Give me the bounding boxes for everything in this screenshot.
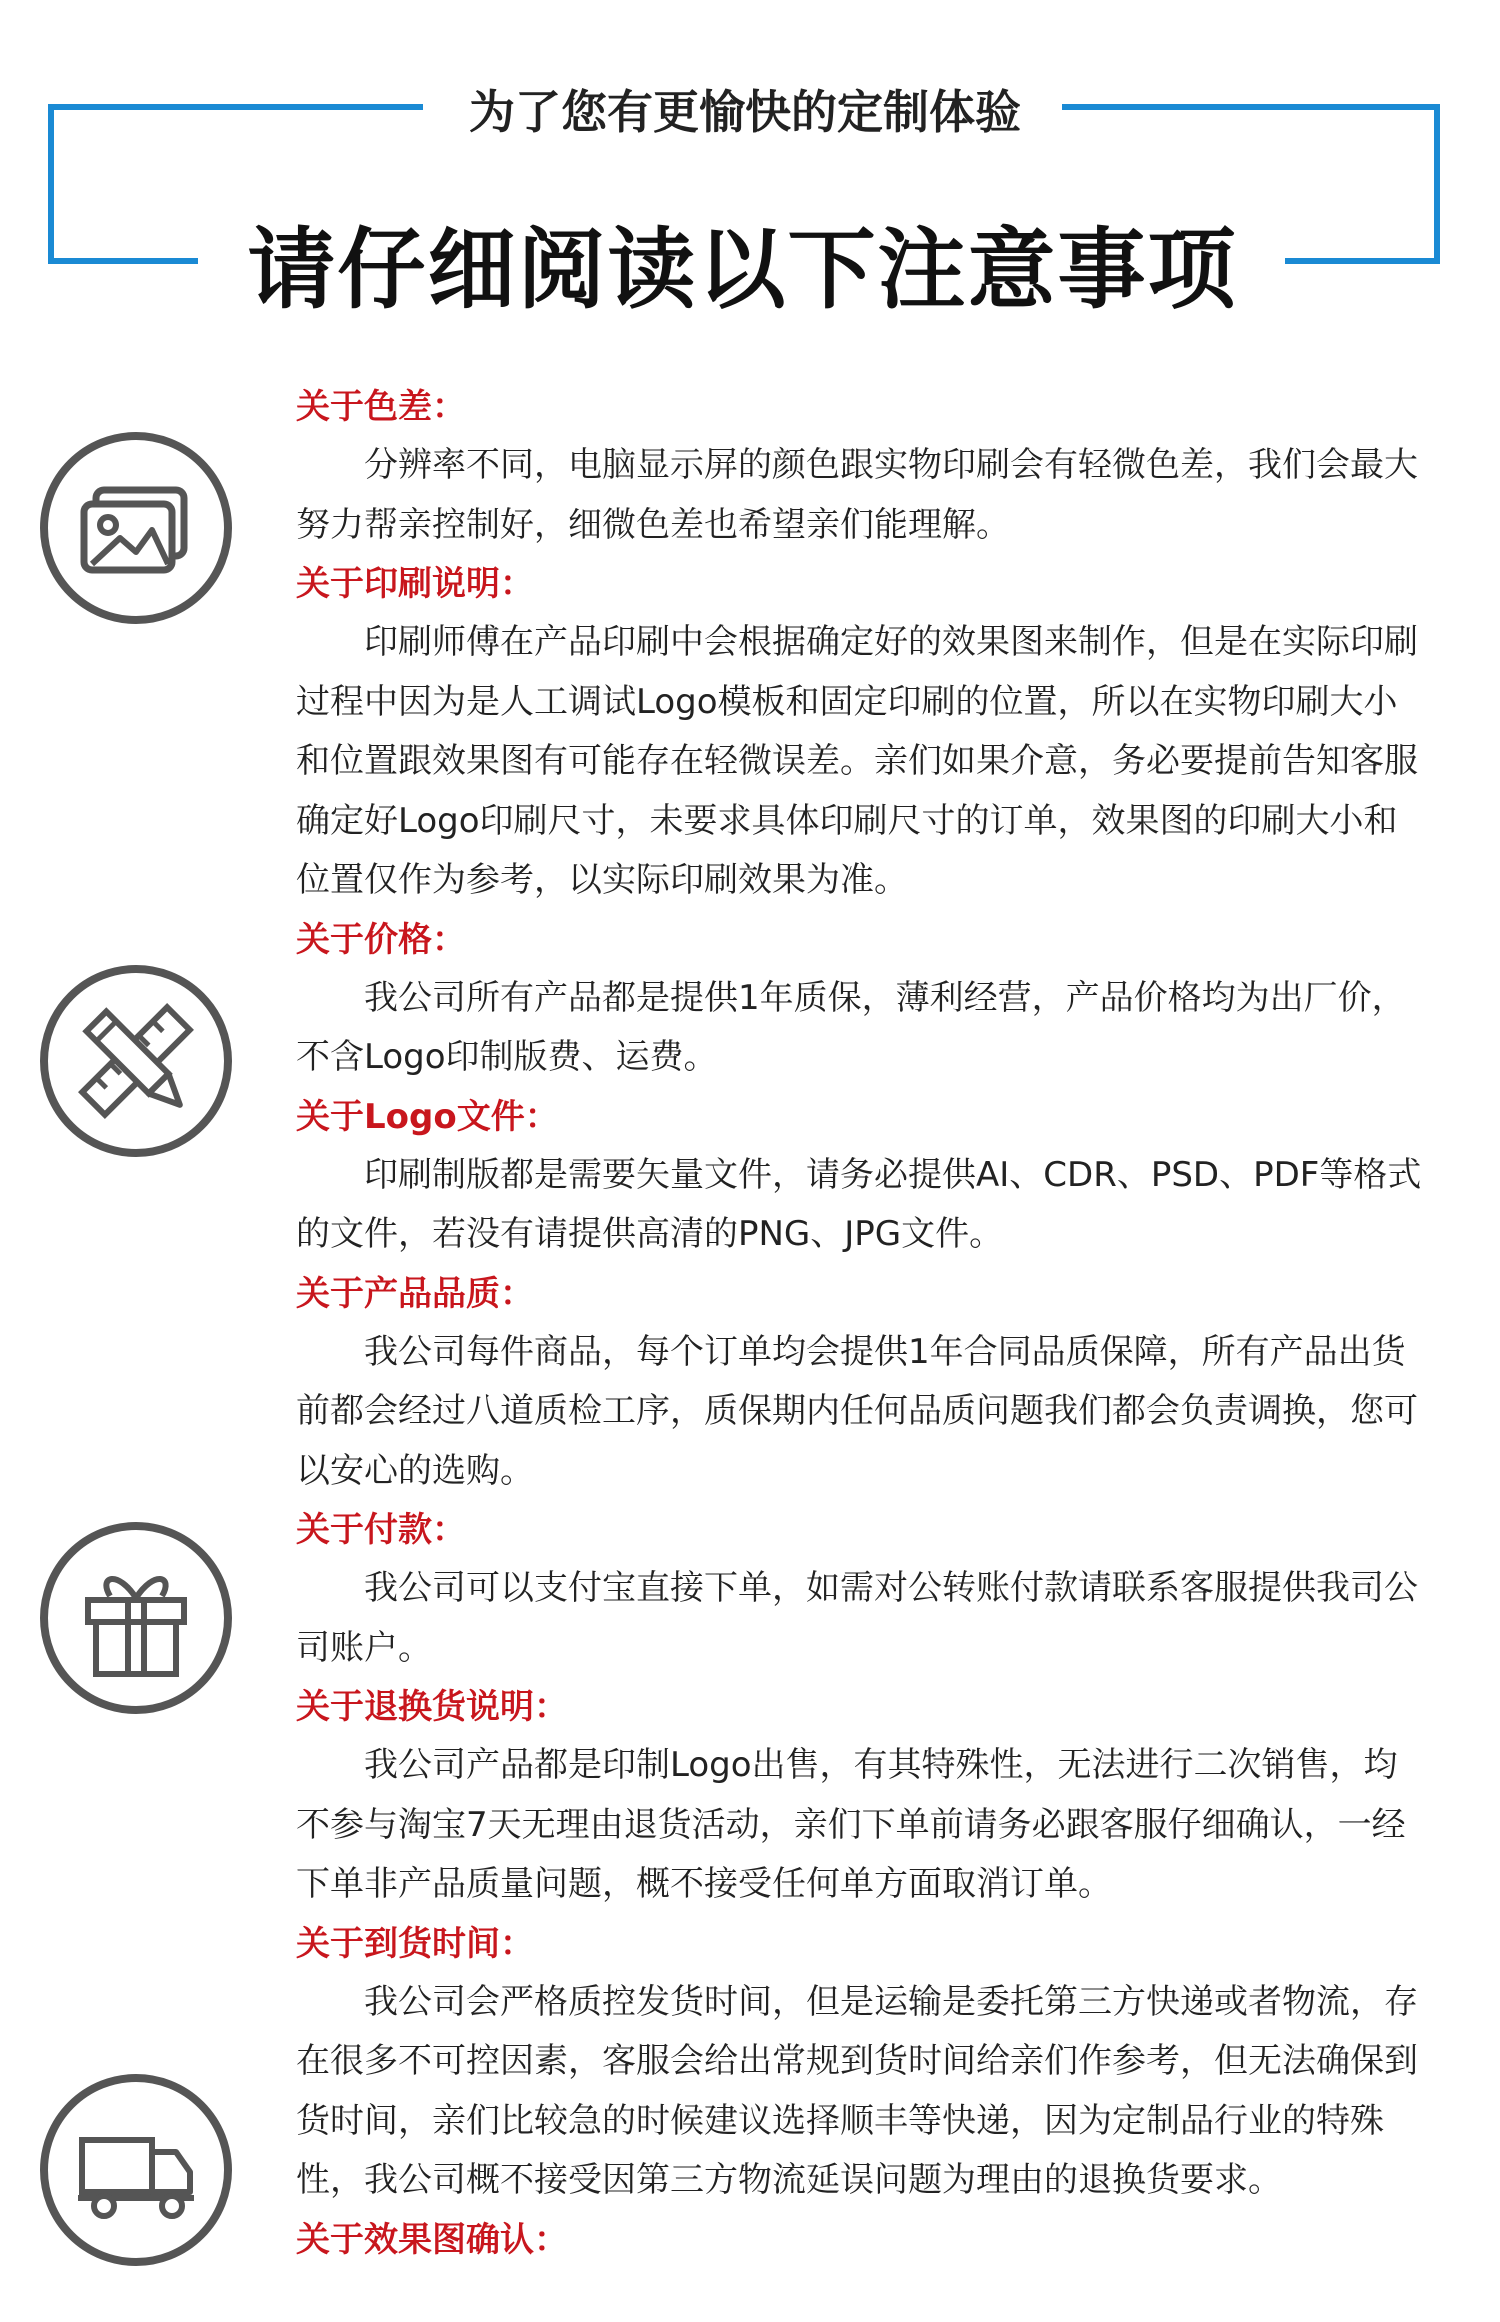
ruler-pencil-icon — [38, 963, 234, 1159]
section-body: 印刷制版都是需要矢量文件，请务必提供AI、CDR、PSD、PDF等格式的文件，若没有请提供高清的PNG、JPG文件。 — [296, 1154, 1422, 1254]
page-title: 请仔细阅读以下注意事项 — [247, 218, 1238, 321]
section-printing — [296, 555, 1426, 911]
section-body: 我公司可以支付宝直接下单，如需对公转账付款请联系客服提供我司公司账户。 — [296, 1568, 1418, 1668]
section-heading: 关于价格： — [296, 919, 466, 960]
section-color-difference — [296, 378, 1426, 555]
section-payment — [296, 1501, 1426, 1678]
section-body: 我公司会严格质控发货时间，但是运输是委托第三方快递或者物流，存在很多不可控因素，客服会给出常规到货时间给亲们作参考，但无法确保到货时间，亲们比较急的时候建议选择顺丰等快递，因为定制品行业的特殊性，我公司概不接受因第三方物流延误问题为理由的退换货要求。 — [296, 1981, 1418, 2200]
section-design-confirmation — [296, 2211, 1426, 2269]
section-heading: 关于付款： — [296, 1510, 466, 1550]
section-heading: 关于印刷说明： — [296, 564, 534, 604]
section-price — [296, 911, 1426, 1088]
notice-list — [296, 378, 1426, 2269]
section-body: 我公司产品都是印制Logo出售，有其特殊性，无法进行二次销售，均不参与淘宝7天无理由退货活动，亲们下单前请务必跟客服仔细确认，一经下单非产品质量问题，概不接受任何单方面取消订单。 — [296, 1745, 1406, 1904]
frame-line-bottom-left — [48, 258, 198, 264]
section-returns — [296, 1678, 1426, 1915]
section-heading: 关于色差： — [296, 387, 466, 427]
truck-icon — [38, 2072, 234, 2268]
section-heading: 关于产品品质： — [296, 1273, 534, 1314]
section-heading: 关于效果图确认： — [296, 2219, 568, 2260]
section-body: 我公司每件商品，每个订单均会提供1年合同品质保障，所有产品出货前都会经过八道质检工序，质保期内任何品质问题我们都会负责调换，您可以安心的选购。 — [296, 1331, 1418, 1491]
section-quality — [296, 1265, 1426, 1502]
section-body: 我公司所有产品都是提供1年质保，薄利经营，产品价格均为出厂价，不含Logo印制版费、运费。 — [296, 977, 1406, 1077]
page-subtitle: 为了您有更愉快的定制体验 — [469, 85, 1021, 139]
section-body: 分辨率不同，电脑显示屏的颜色跟实物印刷会有轻微色差，我们会最大努力帮亲控制好，细微色差也希望亲们能理解。 — [296, 445, 1418, 545]
section-heading: 关于退换货说明： — [296, 1687, 568, 1727]
section-delivery-time — [296, 1915, 1426, 2211]
section-logo-file — [296, 1088, 1426, 1265]
frame-line-bottom-right — [1285, 258, 1440, 264]
gift-icon — [38, 1520, 234, 1716]
frame-line-right — [1434, 104, 1440, 264]
frame-line-left — [48, 104, 54, 264]
section-heading: 关于Logo文件： — [296, 1096, 559, 1137]
frame-line-top-right — [1062, 104, 1440, 110]
section-body: 印刷师傅在产品印刷中会根据确定好的效果图来制作，但是在实际印刷过程中因为是人工调试Logo模板和固定印刷的位置，所以在实物印刷大小和位置跟效果图有可能存在轻微误差。亲们如果介意，务必要提前告知客服确定好Logo印刷尺寸，未要求具体印刷尺寸的订单，效果图的印刷大小和位置仅作为参考，以实际印刷效果为准。 — [296, 622, 1418, 900]
section-heading: 关于到货时间： — [296, 1923, 534, 1964]
image-icon — [38, 430, 234, 626]
frame-line-top-left — [48, 104, 423, 110]
